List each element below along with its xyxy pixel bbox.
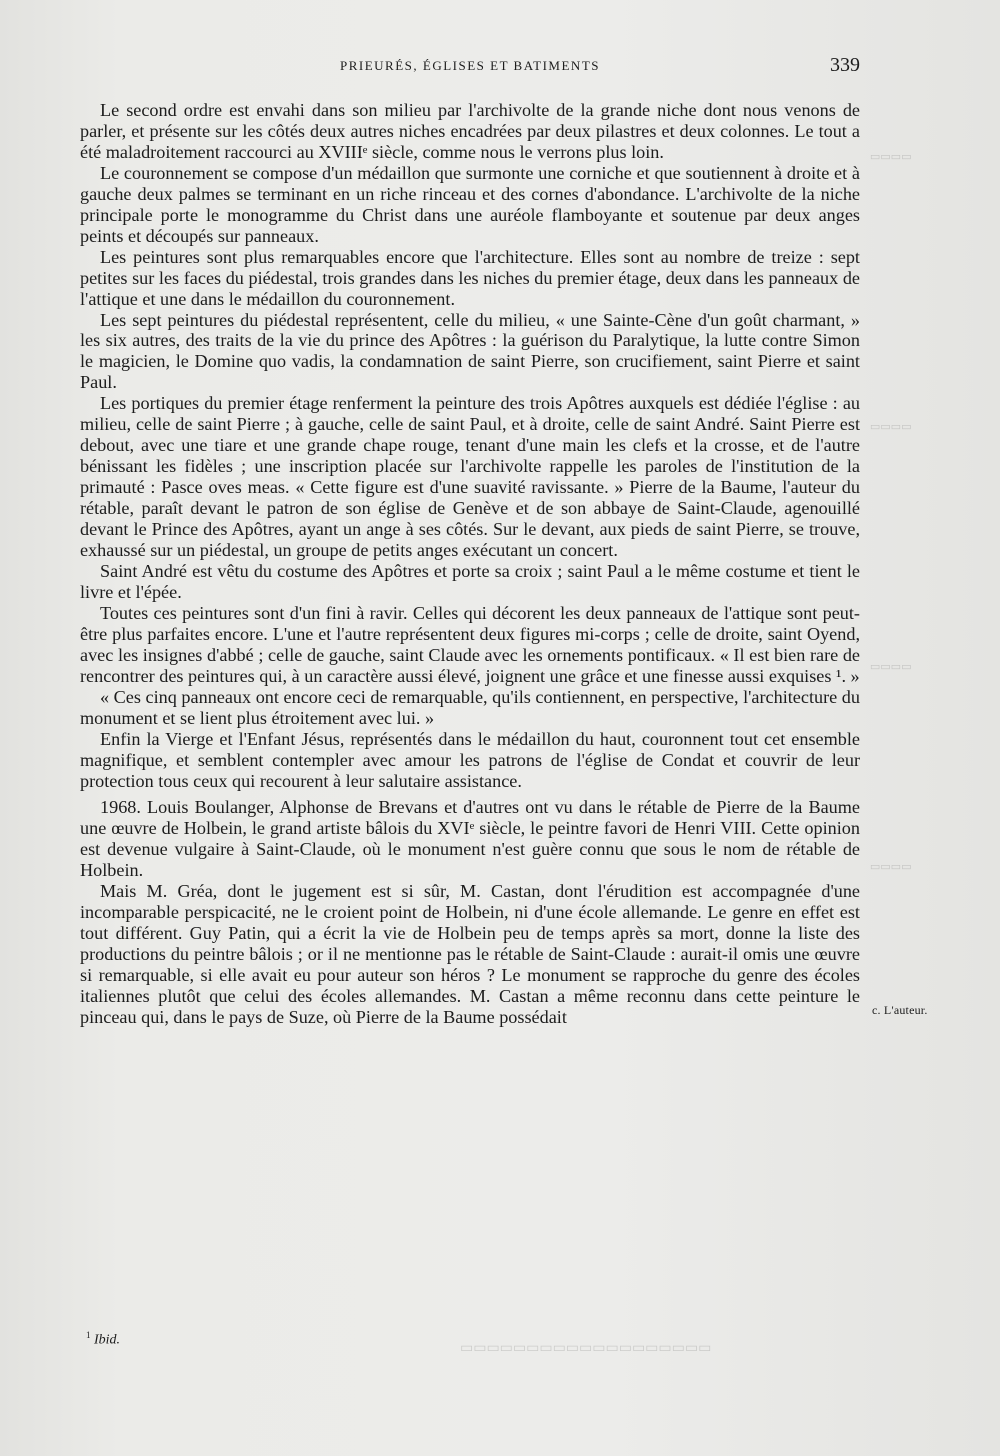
footnote-marker: 1	[86, 1330, 91, 1340]
paragraph: Saint André est vêtu du costume des Apôtres et porte sa croix ; saint Paul a le même costume et tient le livre et l'épée.	[80, 560, 860, 602]
paragraph: Les sept peintures du piédestal représentent, celle du milieu, « une Sainte-Cène d'un goût charmant, » les six autres, des traits de la vie du prince des Apôtres : la guérison du Paralytique, la lutte contre Simon le magicien, le Domine quo vadis, la condamnation de saint Pierre, son crucifiement, saint Pierre et saint Paul.	[80, 309, 860, 393]
bleed-through-mark: ▭▭▭▭	[870, 661, 912, 673]
margin-note: c. L'auteur.	[872, 1003, 928, 1017]
paragraph: Le couronnement se compose d'un médaillon que surmonte une corniche et que soutiennent à droite et à gauche deux palmes se terminant en un riche rinceau et des cornes d'abondance. L'archivolte de la niche principale porte le monogramme du Christ dans une auréole flamboyante et soutenue par deux anges peints et découpés sur panneaux.	[80, 162, 860, 246]
paragraph: Le second ordre est envahi dans son milieu par l'archivolte de la grande niche dont nous venons de parler, et présente sur les côtés deux autres niches encadrées par deux pilastres et deux colonnes. Le tout a été maladroitement raccourci au XVIIIᵉ siècle, comme nous le verrons plus loin.	[80, 100, 860, 162]
paragraph: « Ces cinq panneaux ont encore ceci de remarquable, qu'ils contiennent, en perspective, l'architecture du monument et se lient plus étroitement avec lui. »	[80, 686, 860, 728]
footnote-text: Ibid.	[94, 1332, 121, 1348]
paragraph: Mais M. Gréa, dont le jugement est si sûr, M. Castan, dont l'érudition est accompagnée d'une incomparable perspicacité, ne le croient point de Holbein, ni d'une école allemande. Le genre en effet est tout différent. Guy Patin, qui a écrit la vie de Holbein peu de temps après sa mort, donne la liste des productions du peintre bâlois ; or il ne mentionne pas le rétable de Saint-Claude : aurait-il omis une œuvre si remarquable, si elle avait eu pour auteur son héros ? Le monument se rapproche du genre des écoles italiennes plutôt que celui des écoles allemandes. M. Castan a même reconnu dans cette peinture le pinceau qui, dans le pays de Suze, où Pierre de la Baume possédait	[80, 881, 860, 1027]
body-text	[80, 100, 860, 1028]
paragraph: Enfin la Vierge et l'Enfant Jésus, représentés dans le médaillon du haut, couronnent tout cet ensemble magnifique, et semblent contempler avec amour les patrons de l'église de Condat et couvrir de leur protection tous ceux qui recourent à leur salutaire assistance.	[80, 728, 860, 791]
paragraph: Les portiques du premier étage renferment la peinture des trois Apôtres auxquels est dédiée l'église : au milieu, celle de saint Pierre ; à gauche, celle de saint Paul, et à droite, celle de saint André. Saint Pierre est debout, avec une tiare et une grande chape rouge, tenant d'une main les clefs et la crosse, et de l'autre bénissant les fidèles ; une inscription placée sur l'archivolte rappelle les paroles de l'institution de la primauté : Pasce oves meas. « Cette figure est d'une suavité ravissante. » Pierre de la Baume, l'auteur du rétable, paraît devant le patron de son église de Genève et de son abbaye de Saint-Claude, agenouillé devant le Prince des Apôtres, ayant un ange à ses côtés. Sur le devant, aux pieds de saint Pierre, se trouve, exhaussé sur un piédestal, un groupe de petits anges exécutant un concert.	[80, 393, 860, 561]
bleed-through-mark: ▭▭▭▭▭▭▭▭▭▭▭▭▭▭▭▭▭▭▭	[460, 1341, 712, 1356]
bleed-through-mark: ▭▭▭▭	[870, 421, 912, 433]
running-title: PRIEURÉS, ÉGLISES ET BATIMENTS	[340, 58, 600, 73]
bleed-through-mark: ▭▭▭▭	[870, 861, 912, 873]
paragraph: Les peintures sont plus remarquables encore que l'architecture. Elles sont au nombre de treize : sept petites sur les faces du piédestal, trois grandes dans les niches du premier étage, deux dans les panneaux de l'attique et une dans le médaillon du couronnement.	[80, 246, 860, 309]
running-head	[80, 54, 860, 80]
paragraph: Toutes ces peintures sont d'un fini à ravir. Celles qui décorent les deux panneaux de l'attique sont peut-être plus parfaites encore. L'une et l'autre représentent deux figures mi-corps ; celle de droite, saint Oyend, avec les insignes d'abbé ; celle de gauche, saint Claude avec les ornements pontificaux. « Il est bien rare de rencontrer des peintures qui, à un caractère aussi élevé, joignent une grâce et une finesse aussi exquises ¹. »	[80, 602, 860, 686]
paragraph: 1968. Louis Boulanger, Alphonse de Brevans et d'autres ont vu dans le rétable de Pierre de la Baume une œuvre de Holbein, le grand artiste bâlois du XVIᵉ siècle, le peintre favori de Henri VIII. Cette opinion est devenue vulgaire à Saint-Claude, où le monument n'est guère connu que sous le nom de rétable de Holbein.	[80, 797, 860, 881]
bleed-through-mark: ▭▭▭▭	[870, 151, 912, 163]
footnote	[86, 1330, 120, 1349]
page-number: 339	[830, 54, 860, 76]
